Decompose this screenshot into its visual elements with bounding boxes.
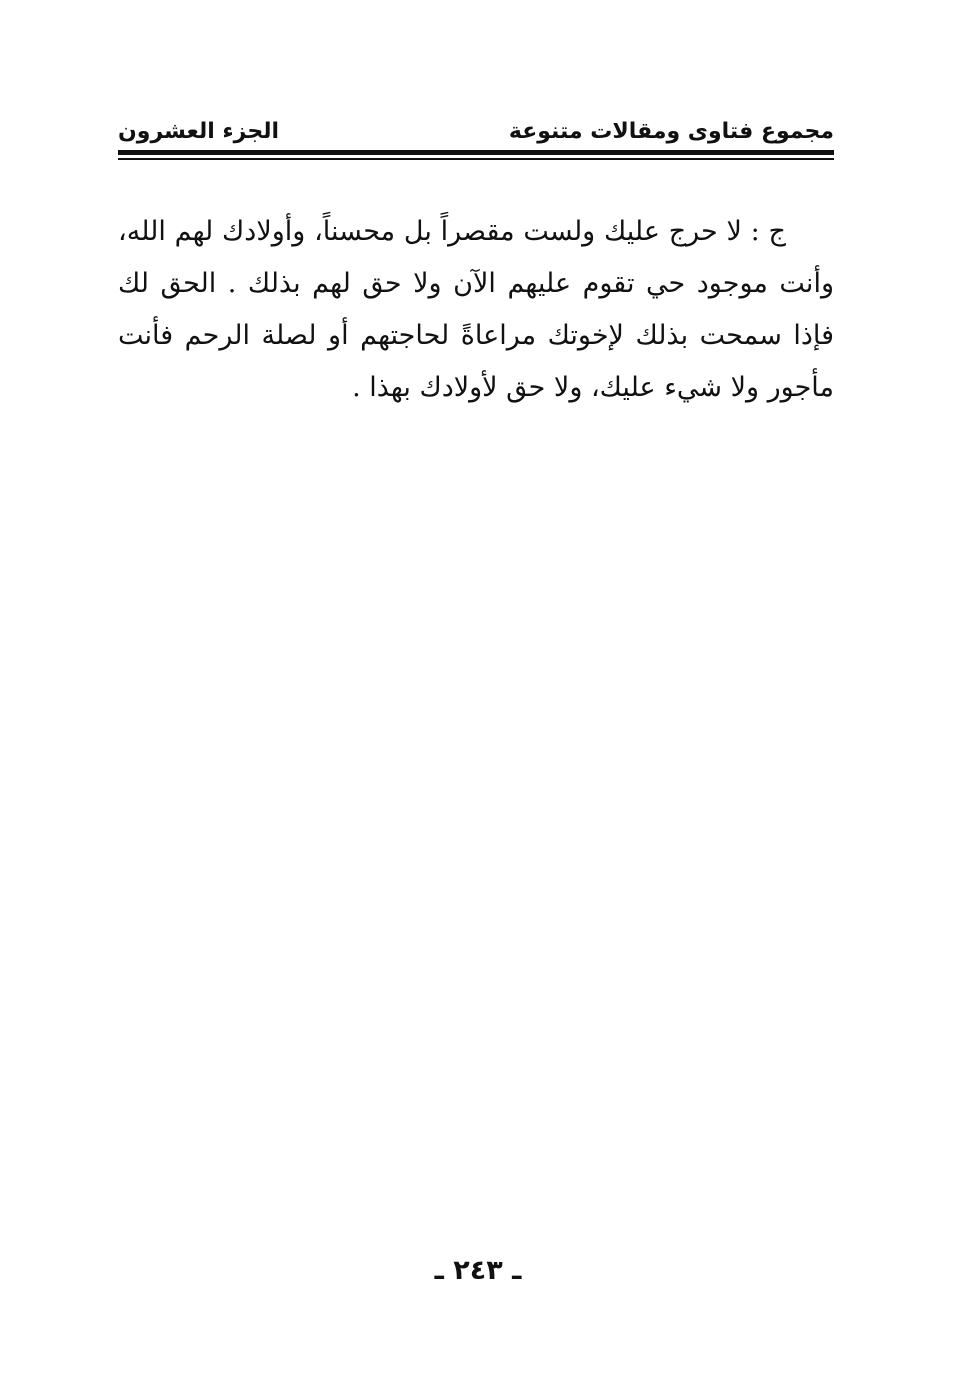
header-rule-thick — [118, 150, 834, 155]
header-rule-thin — [118, 158, 834, 160]
running-header — [118, 104, 834, 144]
body-text — [118, 206, 834, 414]
page-number: ـ ٢٤٣ ـ — [434, 1255, 522, 1286]
answer-paragraph: ج : لا حرج عليك ولست مقصراً بل محسناً، وأولادك لهم الله، وأنت موجود حي تقوم عليهم الآن ولا حق لهم بذلك . الحق لك فإذا سمحت بذلك لإخوتك مراعاةً لحاجتهم أو لصلة الرحم فأنت مأجور ولا شيء عليك، ولا حق لأولادك بهذا . — [118, 216, 834, 403]
book-title: مجموع فتاوى ومقالات متنوعة — [508, 119, 834, 144]
volume-label: الجزء العشرون — [118, 119, 279, 144]
